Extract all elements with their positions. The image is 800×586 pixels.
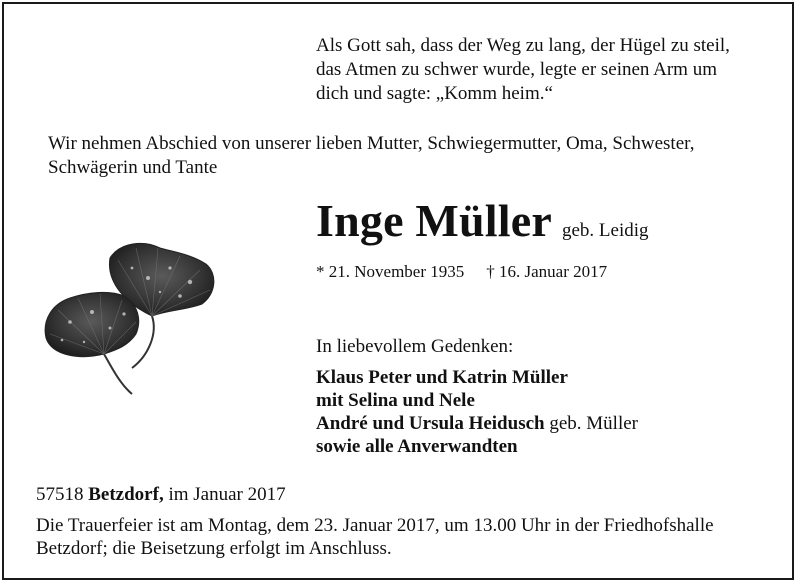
notice-line-1: Die Trauerfeier ist am Montag, dem 23. Januar 2017, um 13.00 Uhr in der Friedhofshalle [36,515,714,536]
maiden-name: geb. Leidig [562,220,649,241]
death-date: † 16. Januar 2017 [486,262,608,281]
life-dates [316,262,607,282]
deceased-name: Inge Müller [316,195,552,246]
mourner-line-4: sowie alle Anverwandten [316,436,518,457]
poem-line-2: das Atmen zu schwer wurde, legte er seinen Arm um [316,59,717,80]
place-and-date [36,484,286,506]
intro-line-1: Wir nehmen Abschied von unserer lieben Mutter, Schwiegermutter, Oma, Schwester, [48,133,695,154]
deceased-name-row [316,194,649,247]
mourner-line-3 [316,412,638,435]
notice-line-2: Betzdorf; die Beisetzung erfolgt im Anschluss. [36,538,392,559]
mourner-line-3-names: André und Ursula Heidusch [316,413,545,434]
mourner-line-3-nee: geb. Müller [549,413,638,434]
funeral-notice [36,514,796,560]
farewell-intro [48,132,788,180]
ginkgo-leaves-icon [40,238,220,400]
mourner-line-2: mit Selina und Nele [316,390,475,411]
month-year: im Januar 2017 [168,484,286,505]
memory-heading: In liebevollem Gedenken: [316,336,514,357]
poem-line-1: Als Gott sah, dass der Weg zu lang, der Hügel zu steil, [316,35,730,56]
birth-date: * 21. November 1935 [316,262,465,281]
postal-code: 57518 [36,484,84,505]
memorial-poem [316,34,786,106]
intro-line-2: Schwägerin und Tante [48,157,218,178]
city: Betzdorf, [88,484,164,505]
mourners-list [316,366,638,458]
mourner-line-1: Klaus Peter und Katrin Müller [316,367,568,388]
poem-line-3: dich und sagte: „Komm heim.“ [316,83,553,104]
